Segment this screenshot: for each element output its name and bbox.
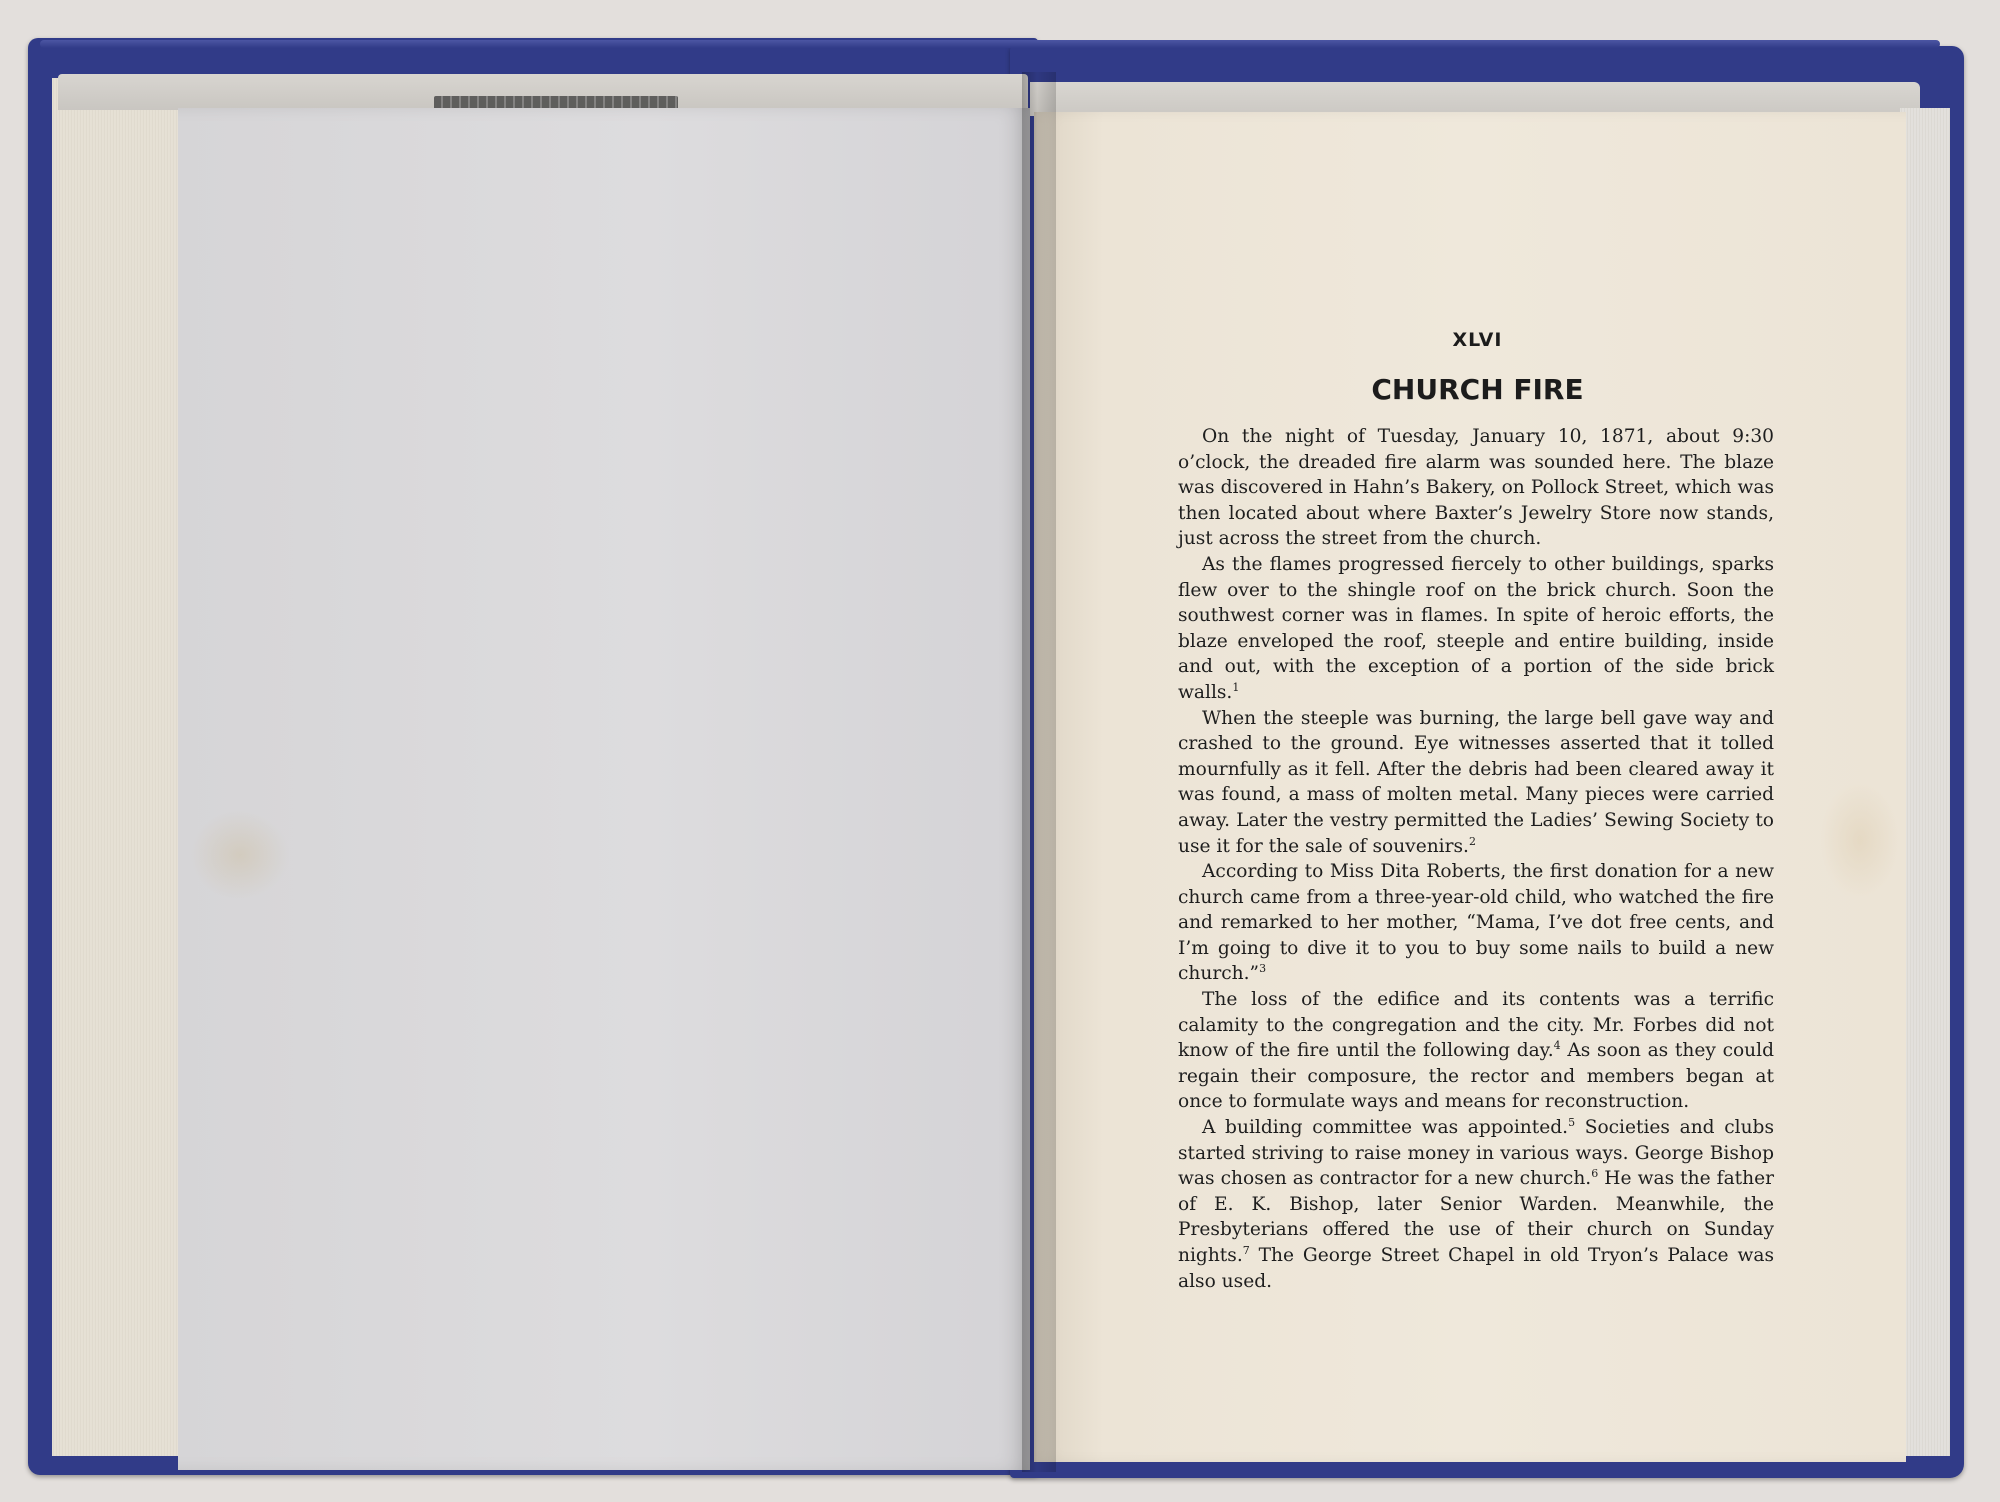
page-edges-right — [1900, 108, 1950, 1456]
paragraph-text: When the steeple was burning, the large bell gave way and crashed to the ground. Eye witnesses asserted that it tolled mournfully as it fell. After the debris had been cleared away it was found, a mass of molten metal. Many pieces were carried away. Later the vestry permitted the Ladies’ Sewing Society to use it for the sale of souvenirs. — [1178, 707, 1774, 857]
footnote-marker: 4 — [1553, 1039, 1561, 1053]
paragraph — [1178, 706, 1774, 860]
paragraph — [1178, 1115, 1774, 1294]
paragraph-text: The George Street Chapel in old Tryon’s Palace was also used. — [1178, 1245, 1774, 1292]
paragraph — [1178, 552, 1774, 706]
paragraph — [1178, 987, 1774, 1115]
paragraph-text: According to Miss Dita Roberts, the first donation for a new church came from a three-year-old child, who watched the fire and remarked to her mother, “Mama, I’ve dot free cents, and I’m going to dive it to you to buy some nails to build a new church.” — [1178, 861, 1774, 985]
paragraph-text: Societies and clubs started striving to raise money in various ways. George Bishop was chosen as contractor for a new church. — [1178, 1117, 1774, 1190]
paragraph-text: On the night of Tuesday, January 10, 1871, about 9:30 o’clock, the dreaded fire alarm was sounded here. The blaze was discovered in Hahn’s Bakery, on Pollock Street, which was then located about where Baxter’s Jewelry Store now stands, just across the street from the church. — [1178, 426, 1774, 550]
paragraph — [1178, 859, 1774, 987]
left-page — [178, 108, 1030, 1470]
cover-edge — [40, 40, 1940, 48]
page-edges-top-right — [1030, 82, 1920, 116]
paragraph — [1178, 424, 1774, 552]
paragraph-text: He was the father of E. K. Bishop, later Senior Warden. Meanwhile, the Presbyterians offered the use of their church on Sunday nights. — [1178, 1168, 1774, 1266]
page-edges-left — [52, 78, 182, 1456]
paragraph-text: The loss of the edifice and its contents was a terrific calamity to the congregation and the city. Mr. Forbes did not know of the fire until the following day. — [1178, 989, 1774, 1062]
footnote-marker: 5 — [1568, 1115, 1576, 1129]
book-gutter — [1022, 72, 1056, 1472]
paragraph-text: As soon as they could regain their composure, the rector and members began at once to formulate ways and means for reconstruction. — [1178, 1040, 1774, 1113]
chapter-number: XLVI — [1452, 329, 1503, 351]
chapter-body — [1178, 424, 1774, 1294]
footnote-marker: 7 — [1242, 1243, 1250, 1257]
footnote-marker: 6 — [1591, 1167, 1599, 1181]
footnote-marker: 1 — [1232, 680, 1240, 694]
paragraph-text: As the flames progressed fiercely to other buildings, sparks flew over to the shingle roof on the brick church. Soon the southwest corner was in flames. In spite of heroic efforts, the blaze enveloped the roof, steeple and entire building, inside and out, with the exception of a portion of the side brick walls. — [1178, 553, 1774, 703]
footnote-marker: 3 — [1259, 962, 1267, 976]
page-stain — [190, 810, 290, 900]
chapter-title: CHURCH FIRE — [1371, 373, 1584, 406]
footnote-marker: 2 — [1468, 834, 1476, 848]
page-stain-right — [1820, 780, 1900, 900]
paragraph-text: A building committee was appointed. — [1202, 1117, 1569, 1139]
